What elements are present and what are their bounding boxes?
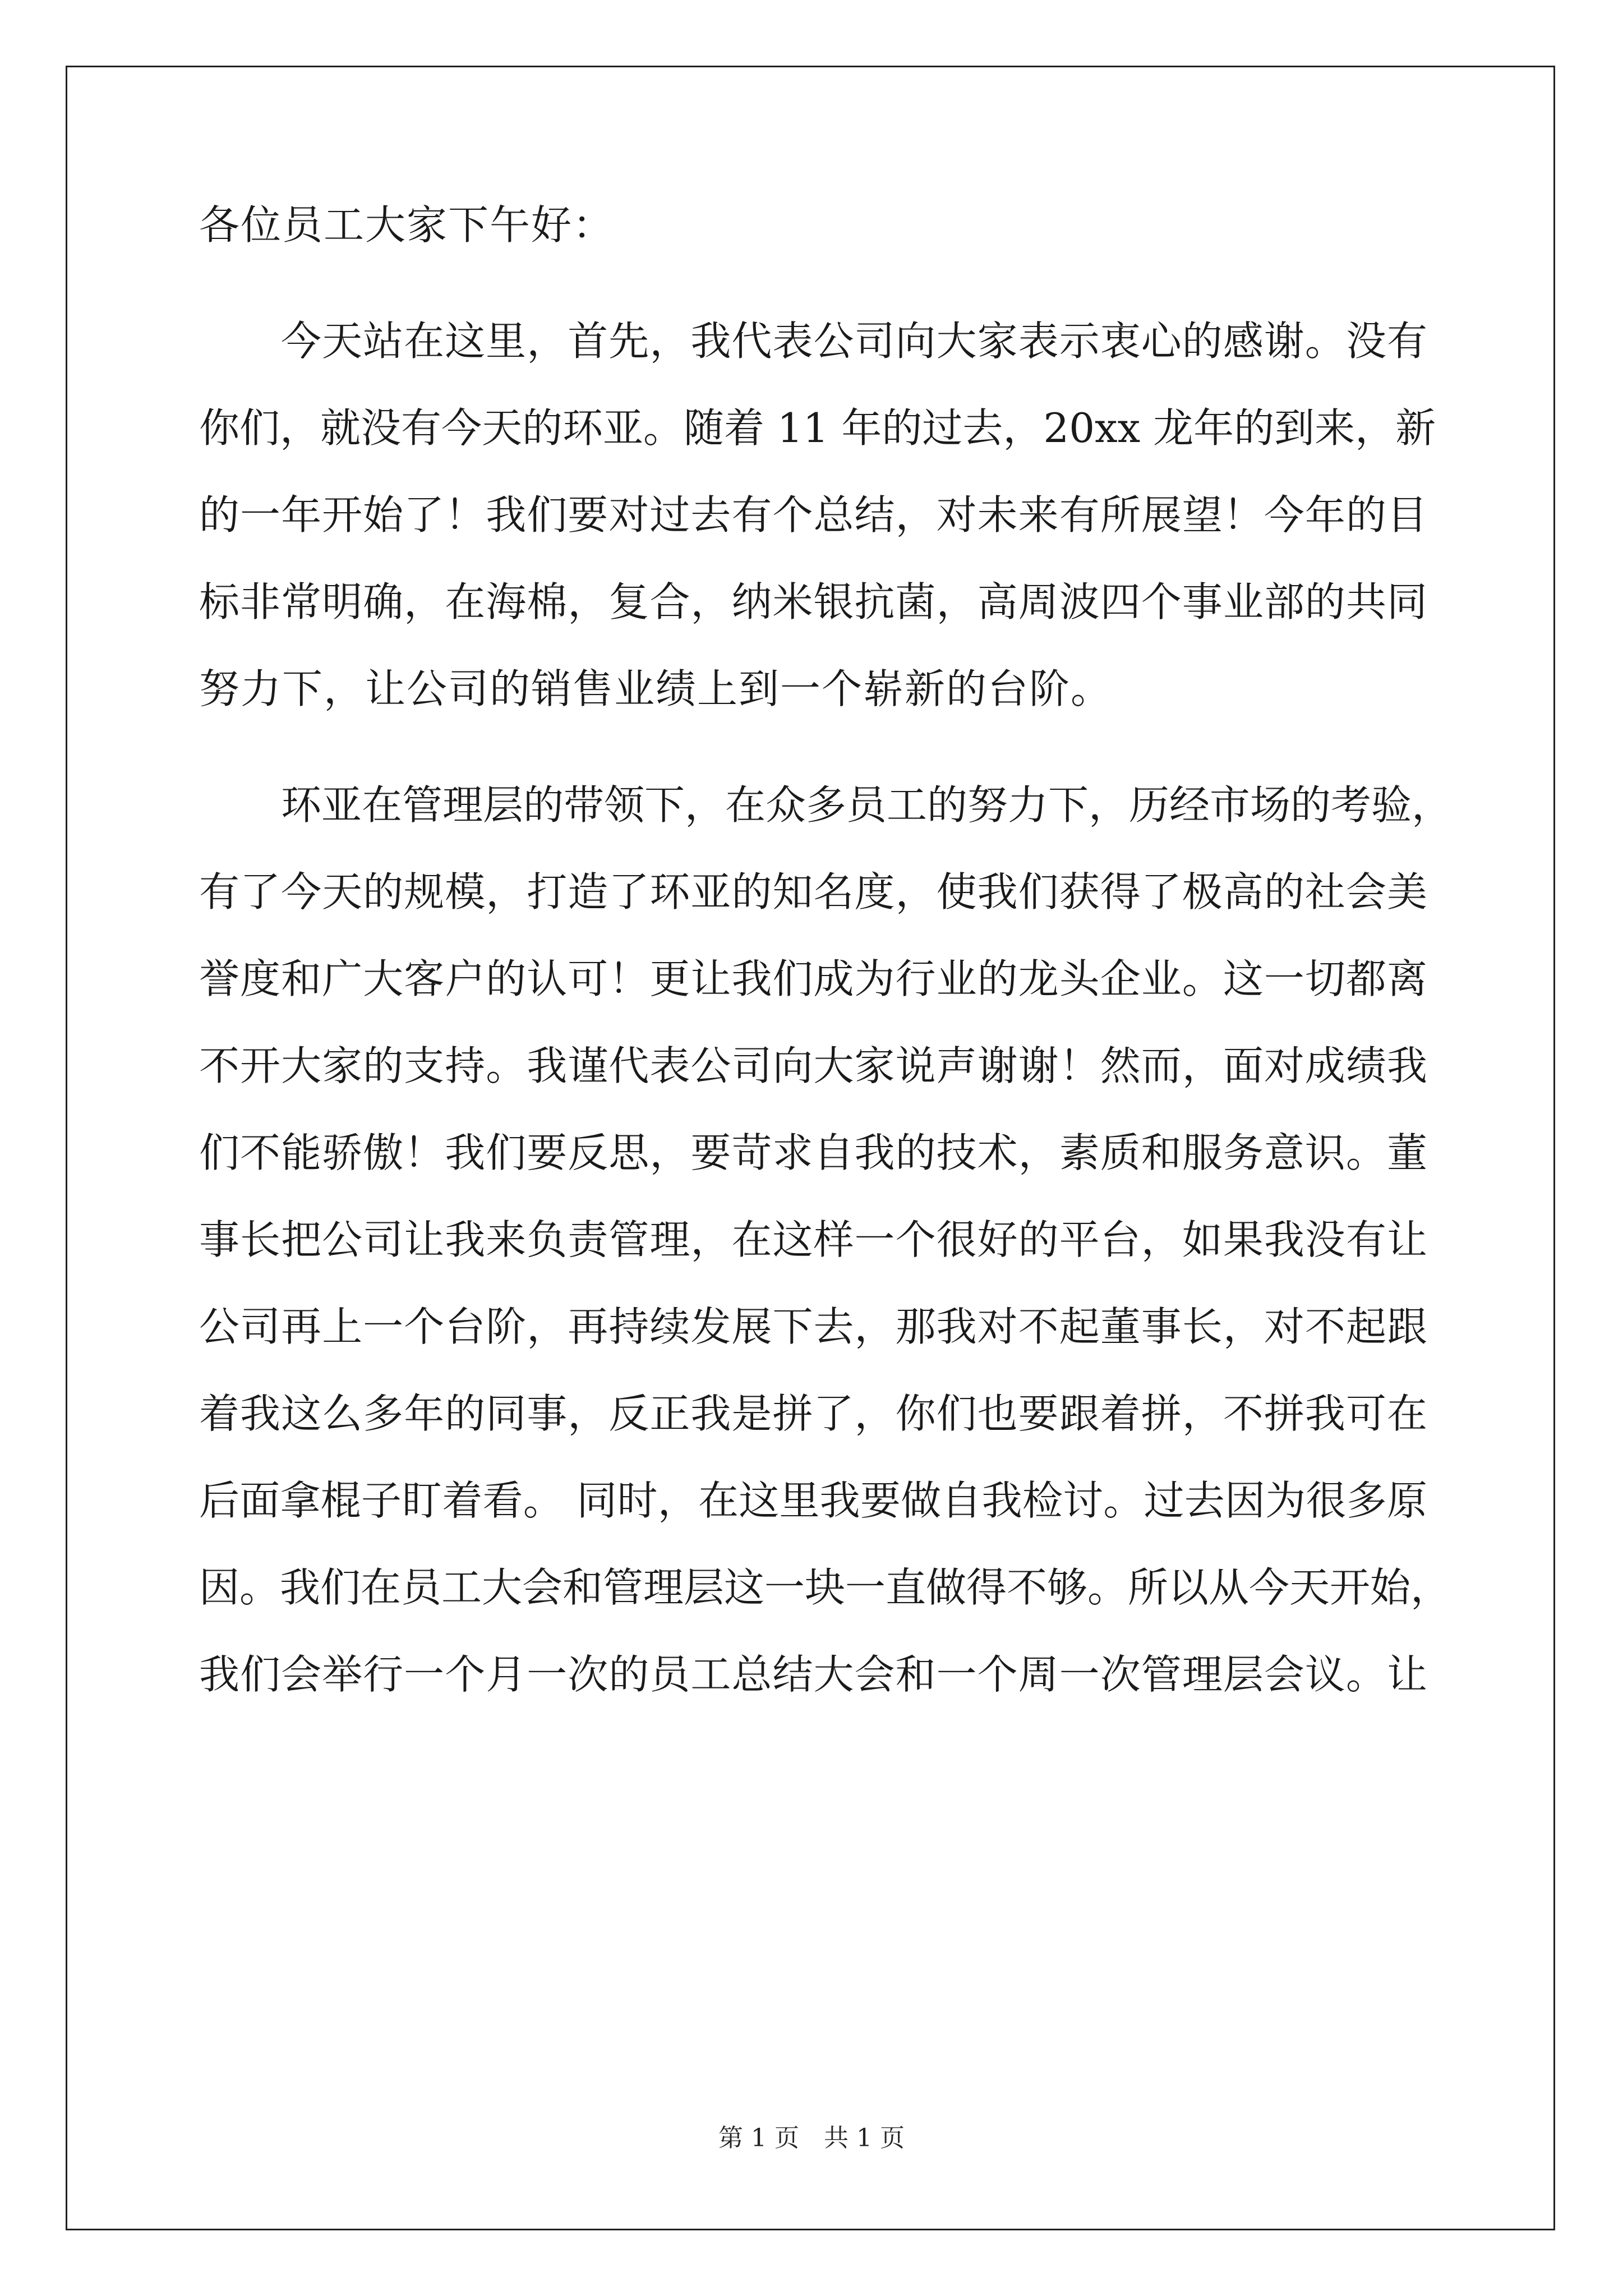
paragraph-line: 的一年开始了！我们要对过去有个总结，对未来有所展望！今年的目 (199, 491, 1427, 539)
paragraph-line: 你们，就没有今天的环亚。随着 11 年的过去，20xx 龙年的到来，新 (199, 404, 1436, 452)
paragraph-line: 们不能骄傲！我们要反思，要苛求自我的技术，素质和服务意识。董 (199, 1129, 1427, 1176)
paragraph-line: 环亚在管理层的带领下，在众多员工的努力下，历经市场的考验， (281, 781, 1453, 829)
document-body (199, 201, 1453, 1741)
paragraph-line: 今天站在这里，首先，我代表公司向大家表示衷心的感谢。没有 (281, 318, 1427, 365)
paragraph-1 (199, 318, 1436, 712)
paragraph-line: 后面拿棍子盯着看。 同时，在这里我要做自我检讨。过去因为很多原 (199, 1477, 1427, 1524)
paragraph-line: 不开大家的支持。我谨代表公司向大家说声谢谢！然而，面对成绩我 (199, 1042, 1427, 1089)
paragraph-line: 努力下，让公司的销售业绩上到一个崭新的台阶。 (199, 665, 1113, 712)
paragraph-line: 誉度和广大客户的认可！更让我们成为行业的龙头企业。这一切都离 (199, 955, 1427, 1002)
paragraph-line: 公司再上一个台阶，再持续发展下去，那我对不起董事长，对不起跟 (199, 1303, 1427, 1350)
paragraph-line: 着我这么多年的同事，反正我是拼了，你们也要跟着拼，不拼我可在 (199, 1390, 1427, 1437)
paragraph-line: 有了今天的规模，打造了环亚的知名度，使我们获得了极高的社会美 (199, 868, 1427, 915)
page-total: 共 1 页 (824, 2124, 905, 2152)
paragraph-2 (199, 781, 1453, 1698)
paragraph-line: 事长把公司让我来负责管理，在这样一个很好的平台，如果我没有让 (199, 1216, 1427, 1263)
greeting: 各位员工大家下午好： (199, 201, 615, 249)
paragraph-line: 我们会举行一个月一次的员工总结大会和一个周一次管理层会议。让 (199, 1651, 1427, 1698)
page-footer (0, 2126, 1623, 2151)
paragraph-line: 标非常明确，在海棉，复合，纳米银抗菌，高周波四个事业部的共同 (199, 578, 1427, 625)
page-number: 第 1 页 (718, 2124, 799, 2152)
paragraph-line: 因。我们在员工大会和管理层这一块一直做得不够。所以从今天开始， (199, 1564, 1451, 1611)
